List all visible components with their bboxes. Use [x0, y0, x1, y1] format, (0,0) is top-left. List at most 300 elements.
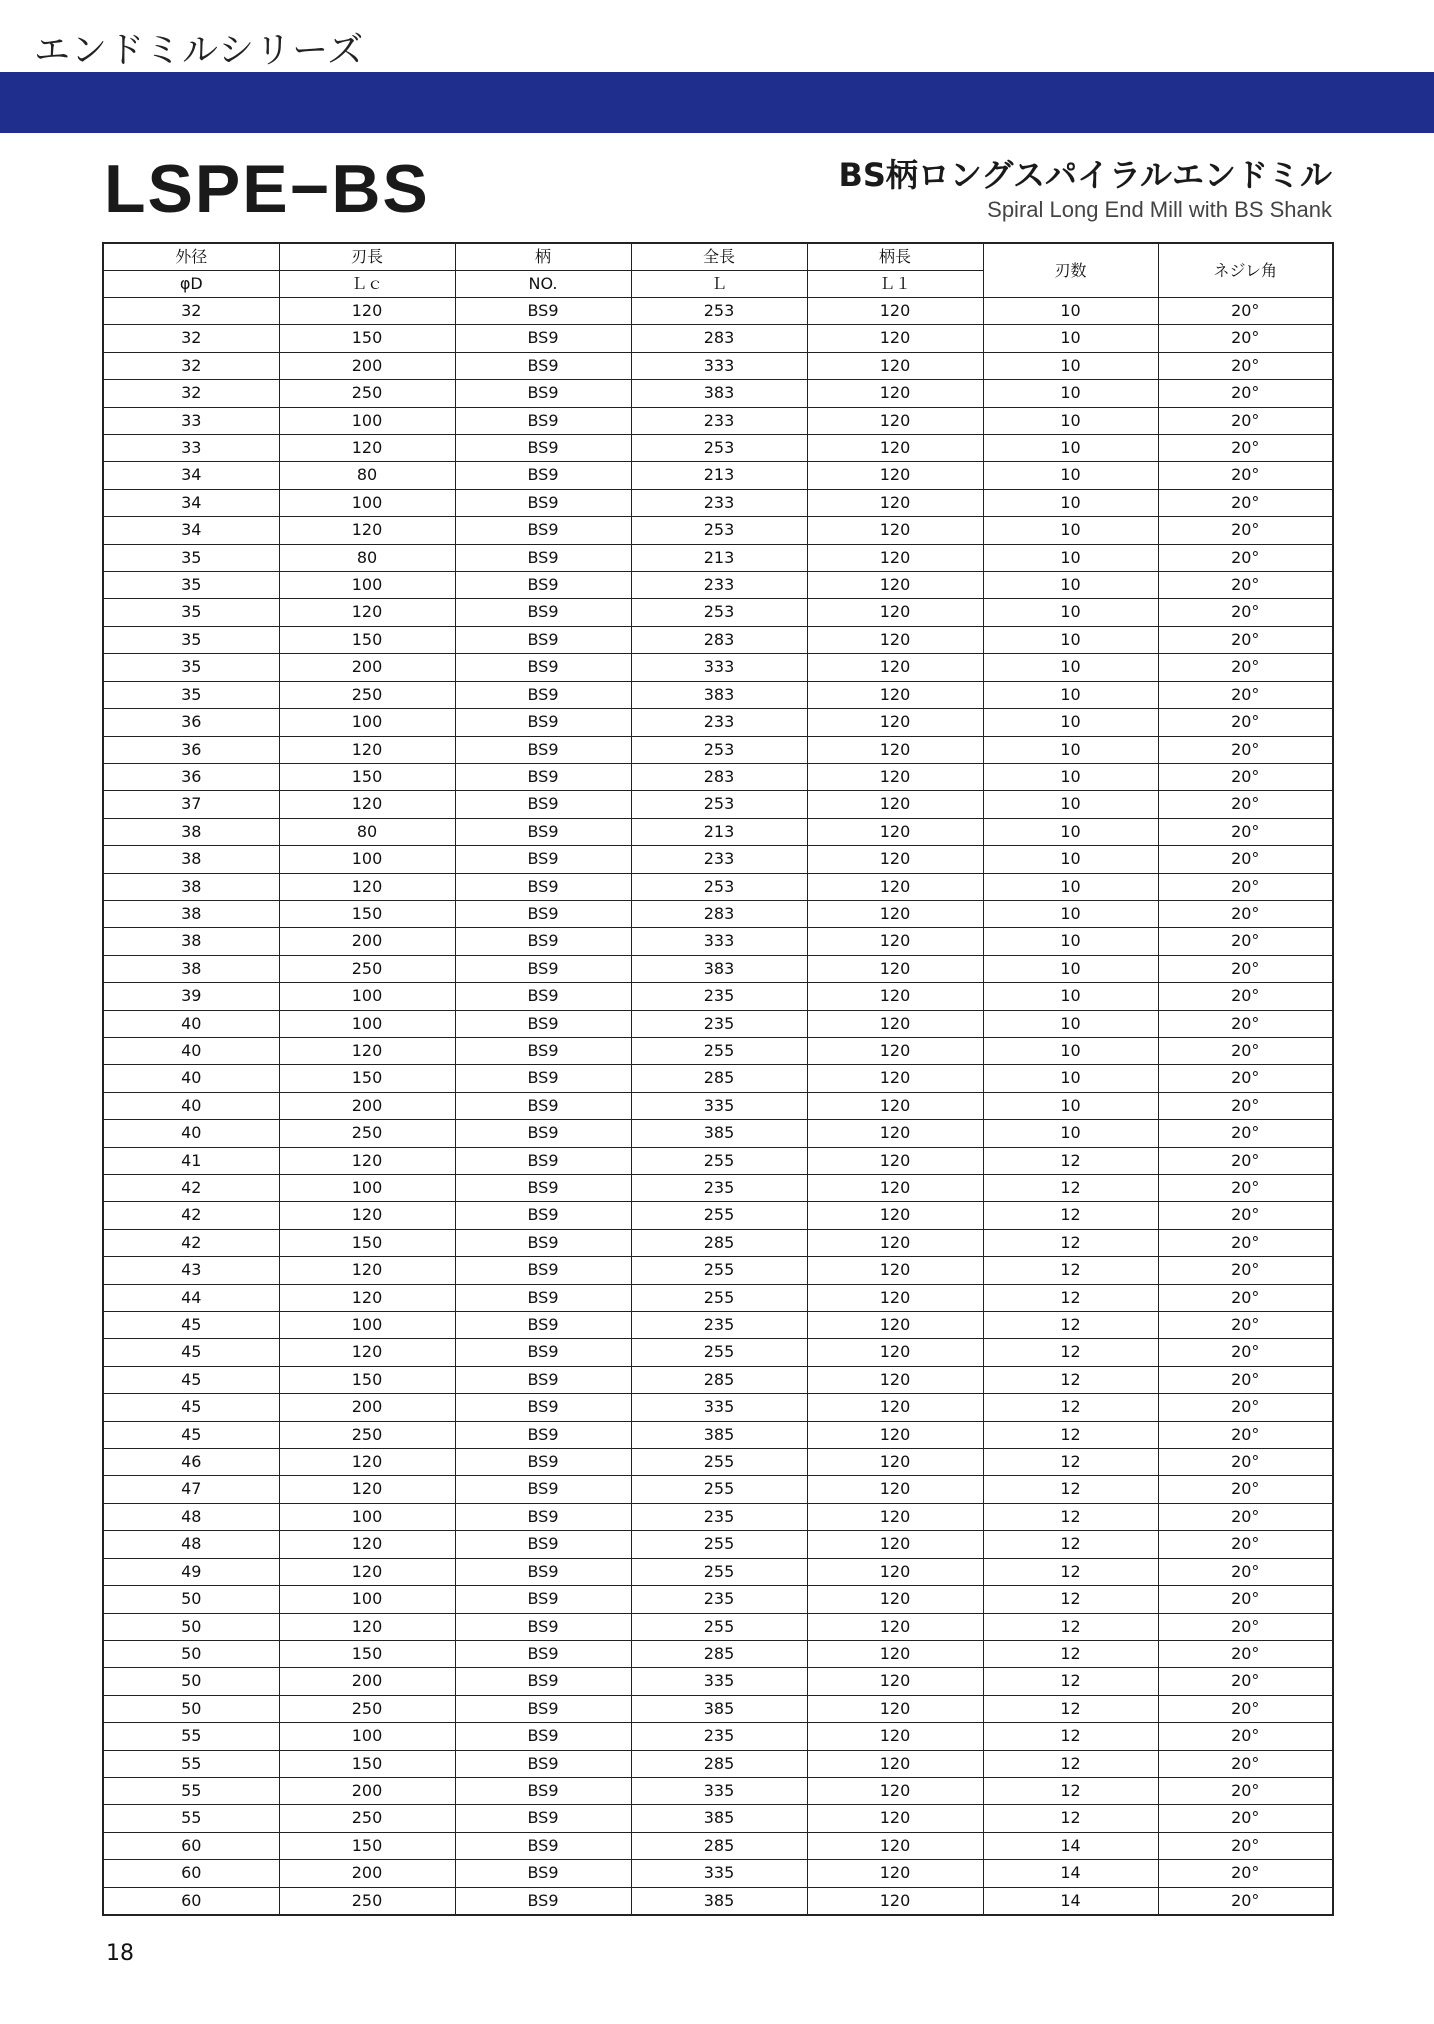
cell-flutes: 10 — [983, 626, 1158, 653]
cell-shank-no: BS9 — [455, 298, 631, 325]
cell-shank-length: 120 — [807, 681, 983, 708]
cell-overall-length: 255 — [631, 1037, 807, 1064]
cell-shank-length: 120 — [807, 1120, 983, 1147]
cell-shank-no: BS9 — [455, 1229, 631, 1256]
cell-overall-length: 255 — [631, 1339, 807, 1366]
cell-shank-no: BS9 — [455, 928, 631, 955]
cell-shank-no: BS9 — [455, 352, 631, 379]
cell-shank-no: BS9 — [455, 1503, 631, 1530]
cell-diameter: 38 — [103, 955, 279, 982]
cell-diameter: 47 — [103, 1476, 279, 1503]
cell-shank-no: BS9 — [455, 435, 631, 462]
cell-shank-no: BS9 — [455, 325, 631, 352]
table-row — [103, 1640, 1333, 1667]
cell-helix-angle: 20° — [1158, 1558, 1333, 1585]
table-row — [103, 846, 1333, 873]
cell-cutting-length: 80 — [279, 818, 455, 845]
cell-diameter: 45 — [103, 1394, 279, 1421]
page-number: 18 — [106, 1941, 134, 1966]
subheader-d: φD — [103, 271, 279, 298]
cell-flutes: 12 — [983, 1695, 1158, 1722]
cell-shank-no: BS9 — [455, 1065, 631, 1092]
cell-helix-angle: 20° — [1158, 1449, 1333, 1476]
cell-overall-length: 233 — [631, 846, 807, 873]
cell-shank-no: BS9 — [455, 654, 631, 681]
cell-shank-length: 120 — [807, 325, 983, 352]
cell-overall-length: 285 — [631, 1065, 807, 1092]
cell-cutting-length: 120 — [279, 1558, 455, 1585]
table-row — [103, 352, 1333, 379]
cell-diameter: 42 — [103, 1229, 279, 1256]
cell-cutting-length: 100 — [279, 846, 455, 873]
cell-helix-angle: 20° — [1158, 1586, 1333, 1613]
cell-shank-length: 120 — [807, 1312, 983, 1339]
cell-diameter: 34 — [103, 462, 279, 489]
table-row — [103, 1613, 1333, 1640]
cell-helix-angle: 20° — [1158, 1805, 1333, 1832]
cell-overall-length: 233 — [631, 489, 807, 516]
cell-shank-length: 120 — [807, 955, 983, 982]
cell-helix-angle: 20° — [1158, 873, 1333, 900]
cell-shank-no: BS9 — [455, 1613, 631, 1640]
cell-overall-length: 285 — [631, 1832, 807, 1859]
cell-overall-length: 235 — [631, 1312, 807, 1339]
cell-overall-length: 283 — [631, 900, 807, 927]
table-row — [103, 681, 1333, 708]
cell-shank-length: 120 — [807, 818, 983, 845]
cell-shank-no: BS9 — [455, 599, 631, 626]
table-row — [103, 626, 1333, 653]
cell-helix-angle: 20° — [1158, 791, 1333, 818]
cell-flutes: 10 — [983, 407, 1158, 434]
cell-diameter: 50 — [103, 1613, 279, 1640]
cell-shank-length: 120 — [807, 1449, 983, 1476]
cell-cutting-length: 100 — [279, 1312, 455, 1339]
cell-shank-length: 120 — [807, 1421, 983, 1448]
subheader-l: Ｌ — [631, 271, 807, 298]
cell-shank-no: BS9 — [455, 1640, 631, 1667]
cell-cutting-length: 200 — [279, 1668, 455, 1695]
cell-overall-length: 335 — [631, 1777, 807, 1804]
cell-flutes: 10 — [983, 1092, 1158, 1119]
cell-shank-no: BS9 — [455, 736, 631, 763]
cell-cutting-length: 120 — [279, 1037, 455, 1064]
cell-cutting-length: 100 — [279, 709, 455, 736]
cell-flutes: 12 — [983, 1421, 1158, 1448]
cell-diameter: 32 — [103, 298, 279, 325]
product-title-en: Spiral Long End Mill with BS Shank — [987, 197, 1332, 222]
cell-overall-length: 235 — [631, 1586, 807, 1613]
cell-flutes: 12 — [983, 1366, 1158, 1393]
cell-cutting-length: 150 — [279, 1229, 455, 1256]
cell-flutes: 10 — [983, 489, 1158, 516]
cell-helix-angle: 20° — [1158, 1723, 1333, 1750]
cell-flutes: 10 — [983, 517, 1158, 544]
cell-flutes: 12 — [983, 1558, 1158, 1585]
cell-overall-length: 255 — [631, 1449, 807, 1476]
cell-helix-angle: 20° — [1158, 462, 1333, 489]
cell-cutting-length: 100 — [279, 572, 455, 599]
cell-overall-length: 213 — [631, 462, 807, 489]
cell-flutes: 10 — [983, 462, 1158, 489]
table-row — [103, 298, 1333, 325]
cell-diameter: 36 — [103, 763, 279, 790]
cell-helix-angle: 20° — [1158, 1394, 1333, 1421]
cell-overall-length: 333 — [631, 654, 807, 681]
cell-flutes: 10 — [983, 298, 1158, 325]
cell-shank-no: BS9 — [455, 873, 631, 900]
cell-cutting-length: 120 — [279, 599, 455, 626]
cell-overall-length: 253 — [631, 435, 807, 462]
cell-helix-angle: 20° — [1158, 1640, 1333, 1667]
cell-overall-length: 255 — [631, 1558, 807, 1585]
cell-flutes: 10 — [983, 736, 1158, 763]
header-outer-diameter: 外径 — [103, 243, 279, 271]
cell-helix-angle: 20° — [1158, 955, 1333, 982]
cell-helix-angle: 20° — [1158, 435, 1333, 462]
cell-helix-angle: 20° — [1158, 983, 1333, 1010]
table-row — [103, 1805, 1333, 1832]
table-row — [103, 1887, 1333, 1915]
cell-cutting-length: 150 — [279, 1065, 455, 1092]
cell-overall-length: 255 — [631, 1531, 807, 1558]
cell-overall-length: 233 — [631, 407, 807, 434]
cell-overall-length: 255 — [631, 1284, 807, 1311]
cell-flutes: 12 — [983, 1476, 1158, 1503]
cell-shank-length: 120 — [807, 572, 983, 599]
cell-cutting-length: 120 — [279, 1284, 455, 1311]
product-title-jp: BS柄ロングスパイラルエンドミル — [838, 156, 1332, 194]
cell-cutting-length: 200 — [279, 1777, 455, 1804]
cell-shank-length: 120 — [807, 626, 983, 653]
cell-shank-no: BS9 — [455, 818, 631, 845]
cell-flutes: 10 — [983, 955, 1158, 982]
cell-shank-length: 120 — [807, 1586, 983, 1613]
cell-diameter: 60 — [103, 1832, 279, 1859]
cell-overall-length: 235 — [631, 1010, 807, 1037]
cell-shank-no: BS9 — [455, 1805, 631, 1832]
cell-shank-length: 120 — [807, 1640, 983, 1667]
cell-helix-angle: 20° — [1158, 1366, 1333, 1393]
table-row — [103, 1558, 1333, 1585]
cell-helix-angle: 20° — [1158, 736, 1333, 763]
subheader-no: NO. — [455, 271, 631, 298]
cell-shank-length: 120 — [807, 983, 983, 1010]
header-overall-length: 全長 — [631, 243, 807, 271]
table-row — [103, 407, 1333, 434]
cell-cutting-length: 120 — [279, 1613, 455, 1640]
cell-cutting-length: 120 — [279, 1476, 455, 1503]
cell-helix-angle: 20° — [1158, 1860, 1333, 1887]
cell-shank-length: 120 — [807, 1366, 983, 1393]
cell-flutes: 10 — [983, 983, 1158, 1010]
cell-flutes: 10 — [983, 325, 1158, 352]
cell-overall-length: 255 — [631, 1257, 807, 1284]
cell-shank-length: 120 — [807, 1037, 983, 1064]
cell-flutes: 12 — [983, 1175, 1158, 1202]
table-row — [103, 1586, 1333, 1613]
cell-shank-no: BS9 — [455, 1175, 631, 1202]
cell-shank-no: BS9 — [455, 1421, 631, 1448]
cell-helix-angle: 20° — [1158, 846, 1333, 873]
cell-diameter: 38 — [103, 818, 279, 845]
cell-shank-length: 120 — [807, 1887, 983, 1915]
cell-shank-no: BS9 — [455, 1284, 631, 1311]
cell-helix-angle: 20° — [1158, 1832, 1333, 1859]
table-row — [103, 1202, 1333, 1229]
cell-overall-length: 335 — [631, 1092, 807, 1119]
cell-shank-length: 120 — [807, 1284, 983, 1311]
cell-flutes: 12 — [983, 1312, 1158, 1339]
cell-diameter: 48 — [103, 1531, 279, 1558]
table-row — [103, 736, 1333, 763]
table-row — [103, 1284, 1333, 1311]
cell-cutting-length: 120 — [279, 873, 455, 900]
cell-flutes: 10 — [983, 763, 1158, 790]
cell-cutting-length: 150 — [279, 1640, 455, 1667]
cell-diameter: 34 — [103, 517, 279, 544]
cell-diameter: 33 — [103, 435, 279, 462]
cell-cutting-length: 250 — [279, 1805, 455, 1832]
cell-shank-no: BS9 — [455, 1723, 631, 1750]
product-model: LSPE−BS — [104, 151, 430, 227]
cell-cutting-length: 100 — [279, 1503, 455, 1530]
table-row — [103, 1503, 1333, 1530]
cell-cutting-length: 120 — [279, 435, 455, 462]
cell-overall-length: 285 — [631, 1640, 807, 1667]
table-body — [103, 298, 1333, 1915]
cell-shank-no: BS9 — [455, 1695, 631, 1722]
table-row — [103, 1366, 1333, 1393]
cell-cutting-length: 120 — [279, 517, 455, 544]
cell-diameter: 41 — [103, 1147, 279, 1174]
cell-flutes: 10 — [983, 654, 1158, 681]
cell-helix-angle: 20° — [1158, 1092, 1333, 1119]
cell-cutting-length: 150 — [279, 900, 455, 927]
cell-overall-length: 283 — [631, 325, 807, 352]
cell-overall-length: 253 — [631, 599, 807, 626]
cell-diameter: 60 — [103, 1860, 279, 1887]
table-row — [103, 709, 1333, 736]
cell-shank-length: 120 — [807, 544, 983, 571]
cell-shank-length: 120 — [807, 736, 983, 763]
cell-shank-no: BS9 — [455, 462, 631, 489]
cell-flutes: 12 — [983, 1613, 1158, 1640]
cell-shank-length: 120 — [807, 517, 983, 544]
cell-diameter: 42 — [103, 1202, 279, 1229]
cell-flutes: 12 — [983, 1805, 1158, 1832]
table-row — [103, 1832, 1333, 1859]
header-shank: 柄 — [455, 243, 631, 271]
cell-overall-length: 255 — [631, 1613, 807, 1640]
cell-shank-no: BS9 — [455, 763, 631, 790]
cell-helix-angle: 20° — [1158, 1668, 1333, 1695]
cell-helix-angle: 20° — [1158, 1887, 1333, 1915]
cell-shank-no: BS9 — [455, 1394, 631, 1421]
cell-overall-length: 385 — [631, 1695, 807, 1722]
cell-shank-length: 120 — [807, 1503, 983, 1530]
table-row — [103, 380, 1333, 407]
table-row — [103, 763, 1333, 790]
cell-shank-length: 120 — [807, 763, 983, 790]
cell-shank-length: 120 — [807, 1394, 983, 1421]
cell-shank-no: BS9 — [455, 709, 631, 736]
cell-helix-angle: 20° — [1158, 544, 1333, 571]
cell-shank-length: 120 — [807, 1175, 983, 1202]
cell-cutting-length: 150 — [279, 763, 455, 790]
cell-flutes: 12 — [983, 1284, 1158, 1311]
cell-cutting-length: 100 — [279, 407, 455, 434]
table-row — [103, 1394, 1333, 1421]
cell-cutting-length: 120 — [279, 1257, 455, 1284]
cell-diameter: 35 — [103, 544, 279, 571]
cell-cutting-length: 100 — [279, 983, 455, 1010]
cell-shank-no: BS9 — [455, 900, 631, 927]
cell-shank-no: BS9 — [455, 1339, 631, 1366]
cell-shank-no: BS9 — [455, 983, 631, 1010]
table-row — [103, 489, 1333, 516]
cell-flutes: 10 — [983, 1037, 1158, 1064]
table-row — [103, 1860, 1333, 1887]
table-row — [103, 1312, 1333, 1339]
cell-shank-no: BS9 — [455, 1366, 631, 1393]
cell-shank-no: BS9 — [455, 1312, 631, 1339]
cell-shank-no: BS9 — [455, 572, 631, 599]
cell-shank-length: 120 — [807, 1805, 983, 1832]
cell-diameter: 38 — [103, 928, 279, 955]
cell-helix-angle: 20° — [1158, 1750, 1333, 1777]
cell-helix-angle: 20° — [1158, 928, 1333, 955]
cell-diameter: 39 — [103, 983, 279, 1010]
cell-overall-length: 335 — [631, 1668, 807, 1695]
cell-diameter: 55 — [103, 1750, 279, 1777]
cell-diameter: 35 — [103, 654, 279, 681]
cell-helix-angle: 20° — [1158, 1339, 1333, 1366]
cell-diameter: 35 — [103, 681, 279, 708]
cell-flutes: 10 — [983, 435, 1158, 462]
cell-diameter: 40 — [103, 1010, 279, 1037]
cell-overall-length: 285 — [631, 1750, 807, 1777]
cell-helix-angle: 20° — [1158, 1147, 1333, 1174]
cell-shank-no: BS9 — [455, 1449, 631, 1476]
cell-overall-length: 235 — [631, 1175, 807, 1202]
cell-diameter: 50 — [103, 1668, 279, 1695]
cell-helix-angle: 20° — [1158, 1777, 1333, 1804]
cell-flutes: 14 — [983, 1887, 1158, 1915]
cell-diameter: 45 — [103, 1312, 279, 1339]
cell-shank-no: BS9 — [455, 1750, 631, 1777]
cell-shank-length: 120 — [807, 1695, 983, 1722]
cell-flutes: 10 — [983, 1010, 1158, 1037]
cell-diameter: 33 — [103, 407, 279, 434]
cell-helix-angle: 20° — [1158, 599, 1333, 626]
cell-shank-length: 120 — [807, 1860, 983, 1887]
cell-overall-length: 285 — [631, 1229, 807, 1256]
table-row — [103, 1229, 1333, 1256]
cell-cutting-length: 200 — [279, 352, 455, 379]
cell-diameter: 35 — [103, 626, 279, 653]
cell-shank-length: 120 — [807, 709, 983, 736]
cell-shank-no: BS9 — [455, 1257, 631, 1284]
cell-shank-length: 120 — [807, 1723, 983, 1750]
cell-shank-length: 120 — [807, 407, 983, 434]
cell-diameter: 44 — [103, 1284, 279, 1311]
cell-flutes: 12 — [983, 1640, 1158, 1667]
cell-overall-length: 235 — [631, 1723, 807, 1750]
cell-diameter: 36 — [103, 709, 279, 736]
cell-flutes: 12 — [983, 1668, 1158, 1695]
cell-shank-no: BS9 — [455, 1887, 631, 1915]
cell-overall-length: 233 — [631, 709, 807, 736]
cell-helix-angle: 20° — [1158, 352, 1333, 379]
cell-flutes: 10 — [983, 1065, 1158, 1092]
cell-cutting-length: 200 — [279, 1092, 455, 1119]
cell-helix-angle: 20° — [1158, 1175, 1333, 1202]
table-row — [103, 654, 1333, 681]
cell-shank-length: 120 — [807, 1558, 983, 1585]
table-row — [103, 1531, 1333, 1558]
cell-flutes: 12 — [983, 1723, 1158, 1750]
cell-shank-no: BS9 — [455, 407, 631, 434]
cell-flutes: 10 — [983, 928, 1158, 955]
cell-shank-length: 120 — [807, 489, 983, 516]
cell-diameter: 40 — [103, 1120, 279, 1147]
cell-diameter: 37 — [103, 791, 279, 818]
table-row — [103, 928, 1333, 955]
cell-diameter: 55 — [103, 1777, 279, 1804]
table-row — [103, 1092, 1333, 1119]
cell-overall-length: 335 — [631, 1394, 807, 1421]
header-shank-length: 柄長 — [807, 243, 983, 271]
cell-diameter: 45 — [103, 1366, 279, 1393]
cell-shank-length: 120 — [807, 1065, 983, 1092]
cell-cutting-length: 80 — [279, 544, 455, 571]
spec-table — [102, 242, 1334, 1916]
cell-flutes: 12 — [983, 1229, 1158, 1256]
cell-flutes: 12 — [983, 1777, 1158, 1804]
cell-diameter: 60 — [103, 1887, 279, 1915]
cell-overall-length: 255 — [631, 1476, 807, 1503]
cell-flutes: 10 — [983, 709, 1158, 736]
cell-cutting-length: 150 — [279, 1832, 455, 1859]
cell-shank-length: 120 — [807, 928, 983, 955]
cell-shank-no: BS9 — [455, 1092, 631, 1119]
table-row — [103, 873, 1333, 900]
cell-cutting-length: 150 — [279, 325, 455, 352]
cell-shank-length: 120 — [807, 1832, 983, 1859]
cell-flutes: 10 — [983, 380, 1158, 407]
cell-helix-angle: 20° — [1158, 1010, 1333, 1037]
cell-flutes: 12 — [983, 1147, 1158, 1174]
cell-shank-length: 120 — [807, 1147, 983, 1174]
cell-diameter: 48 — [103, 1503, 279, 1530]
cell-shank-length: 120 — [807, 380, 983, 407]
cell-shank-length: 120 — [807, 1613, 983, 1640]
cell-shank-no: BS9 — [455, 489, 631, 516]
cell-flutes: 14 — [983, 1832, 1158, 1859]
cell-overall-length: 283 — [631, 626, 807, 653]
table-row — [103, 1120, 1333, 1147]
cell-helix-angle: 20° — [1158, 517, 1333, 544]
table-row — [103, 900, 1333, 927]
cell-diameter: 40 — [103, 1092, 279, 1119]
cell-diameter: 32 — [103, 325, 279, 352]
table-row — [103, 1449, 1333, 1476]
cell-helix-angle: 20° — [1158, 1695, 1333, 1722]
cell-cutting-length: 100 — [279, 489, 455, 516]
cell-shank-no: BS9 — [455, 1202, 631, 1229]
cell-cutting-length: 150 — [279, 1750, 455, 1777]
